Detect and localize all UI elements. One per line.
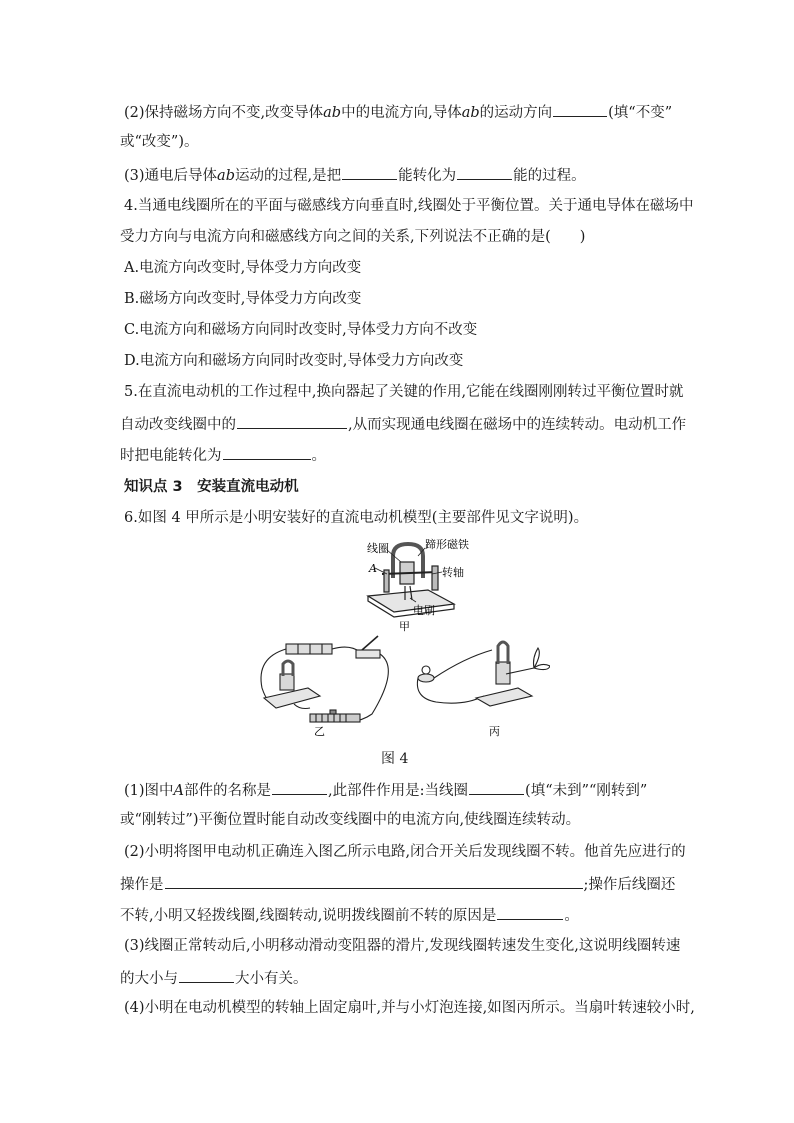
answer-blank[interactable] (553, 101, 607, 117)
q3-part3-line: (3)通电后导体ab运动的过程,是把 能转化为 能的过程。 (124, 164, 586, 186)
q3-part2-line1: (2)保持磁场方向不变,改变导体ab中的电流方向,导体ab的运动方向 (填“不变” (124, 101, 672, 123)
q6-stem: 6.如图 4 甲所示是小明安装好的直流电动机模型(主要部件见文字说明)。 (124, 510, 589, 526)
ab-symbol: ab (217, 168, 235, 184)
q3-part2-line2: 或“改变”)。 (120, 134, 199, 150)
q4-stem-line1: 4.当通电线圈所在的平面与磁感线方向垂直时,线圈处于平衡位置。关于通电导体在磁场中 (124, 198, 694, 214)
motor-figure-illustration (250, 538, 550, 738)
answer-blank[interactable] (342, 164, 397, 180)
q6-part1-line2: 或“刚转过”)平衡位置时能自动改变线圈中的电流方向,使线圈连续转动。 (120, 812, 581, 828)
circuit-yi (261, 636, 388, 722)
label-yi: 乙 (314, 725, 325, 738)
q6-part3-line1: (3)线圈正常转动后,小明移动滑动变阻器的滑片,发现线圈转速发生变化,这说明线圈转速 (124, 938, 681, 954)
answer-blank[interactable] (237, 413, 347, 429)
label-jia: 甲 (399, 620, 410, 633)
q6-part2-line3: 不转,小明又轻拨线圈,线圈转动,说明拨线圈前不转的原因是 。 (120, 904, 579, 926)
q6-part4-line1: (4)小明在电动机模型的转轴上固定扇叶,并与小灯泡连接,如图丙所示。当扇叶转速较小时, (124, 1000, 695, 1016)
q6-part3-line2: 的大小与 大小有关。 (120, 967, 308, 989)
q4-option-d: D.电流方向和磁场方向同时改变时,导体受力方向改变 (124, 353, 464, 369)
label-shaft: 转轴 (442, 566, 464, 579)
answer-blank[interactable] (457, 164, 512, 180)
label-bing: 丙 (489, 725, 500, 738)
answer-blank[interactable] (272, 779, 327, 795)
label-coil: 线圈 (367, 542, 389, 555)
answer-blank[interactable] (497, 904, 563, 920)
q6-part1-line1: (1)图中A部件的名称是 ,此部件作用是:当线圈 (填“未到”“刚转到” (124, 779, 647, 801)
answer-blank[interactable] (179, 967, 234, 983)
q5-line1: 5.在直流电动机的工作过程中,换向器起了关键的作用,它能在线圈刚刚转过平衡位置时就 (124, 384, 684, 400)
figure-4 (250, 538, 550, 738)
q4-option-a: A.电流方向改变时,导体受力方向改变 (124, 260, 362, 276)
q5-line2: 自动改变线圈中的 ,从而实现通电线圈在磁场中的连续转动。电动机工作 (120, 413, 686, 435)
circuit-bing (417, 642, 550, 706)
label-magnet: 蹄形磁铁 (425, 538, 469, 551)
section-heading: 知识点 3 安装直流电动机 (124, 479, 299, 495)
answer-blank[interactable] (469, 779, 524, 795)
label-brush: 电刷 (413, 604, 435, 617)
q4-option-b: B.磁场方向改变时,导体受力方向改变 (124, 291, 362, 307)
answer-blank[interactable] (165, 873, 583, 889)
answer-blank[interactable] (223, 444, 311, 460)
ab-symbol: ab (323, 105, 342, 121)
q6-part2-line2: 操作是 ;操作后线圈还 (120, 873, 675, 895)
ab-symbol: ab (461, 105, 480, 121)
q4-option-c: C.电流方向和磁场方向同时改变时,导体受力方向不改变 (124, 322, 478, 338)
figure-caption: 图 4 (381, 751, 409, 767)
q5-line3: 时把电能转化为 。 (120, 444, 326, 466)
q6-part2-line1: (2)小明将图甲电动机正确连入图乙所示电路,闭合开关后发现线圈不转。他首先应进行的 (124, 844, 686, 860)
q4-stem-line2: 受力方向与电流方向和磁感线方向之间的关系,下列说法不正确的是( ) (120, 229, 586, 245)
label-a: A (369, 562, 377, 575)
